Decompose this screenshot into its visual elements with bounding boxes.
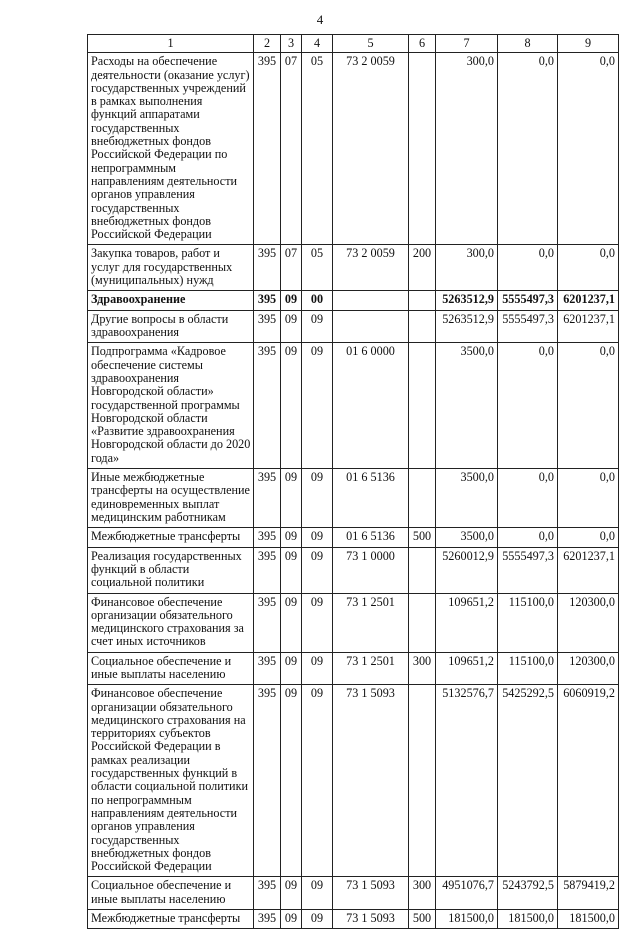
row-amount-cell: 3500,0: [436, 528, 498, 547]
row-amount-cell: 0,0: [498, 245, 558, 291]
row-expense-type-cell: 300: [409, 877, 436, 910]
header-cell: 8: [498, 35, 558, 53]
row-section-cell: 07: [281, 53, 302, 245]
budget-table: [87, 34, 619, 929]
row-subsection-cell: 09: [302, 910, 333, 929]
row-target-cell: 73 1 0000: [333, 547, 409, 593]
row-amount-cell: 0,0: [498, 343, 558, 469]
row-code-cell: 395: [254, 53, 281, 245]
row-section-cell: 09: [281, 469, 302, 528]
row-subsection-cell: 09: [302, 310, 333, 343]
row-amount-cell: 120300,0: [558, 652, 619, 685]
row-section-cell: 09: [281, 310, 302, 343]
row-amount-cell: 6060919,2: [558, 685, 619, 877]
row-subsection-cell: 00: [302, 291, 333, 310]
row-target-cell: 73 2 0059: [333, 245, 409, 291]
row-amount-cell: 5132576,7: [436, 685, 498, 877]
table-row: [88, 469, 619, 528]
row-amount-cell: 5425292,5: [498, 685, 558, 877]
table-row: [88, 547, 619, 593]
row-amount-cell: 0,0: [498, 53, 558, 245]
row-subsection-cell: 09: [302, 528, 333, 547]
table-row: [88, 652, 619, 685]
header-cell: 9: [558, 35, 619, 53]
row-name-cell: Здравоохранение: [88, 291, 254, 310]
row-amount-cell: 5260012,9: [436, 547, 498, 593]
row-name-cell: Подпрограмма «Кадровое обеспечение системы здравоохранения Новгородской области» государственной программы Новгородской области «Развитие здравоохранения Новгородской области до 2020 года»: [88, 343, 254, 469]
row-expense-type-cell: [409, 547, 436, 593]
row-amount-cell: 181500,0: [498, 910, 558, 929]
row-expense-type-cell: 300: [409, 652, 436, 685]
row-target-cell: 73 1 5093: [333, 910, 409, 929]
row-amount-cell: 109651,2: [436, 652, 498, 685]
row-name-cell: Межбюджетные трансферты: [88, 910, 254, 929]
row-amount-cell: 300,0: [436, 245, 498, 291]
row-amount-cell: 181500,0: [436, 910, 498, 929]
row-section-cell: 09: [281, 291, 302, 310]
row-amount-cell: 5555497,3: [498, 310, 558, 343]
row-section-cell: 09: [281, 593, 302, 652]
row-subsection-cell: 05: [302, 245, 333, 291]
row-expense-type-cell: [409, 469, 436, 528]
row-code-cell: 395: [254, 310, 281, 343]
row-expense-type-cell: [409, 291, 436, 310]
row-code-cell: 395: [254, 245, 281, 291]
row-amount-cell: 109651,2: [436, 593, 498, 652]
row-code-cell: 395: [254, 685, 281, 877]
table-row: [88, 685, 619, 877]
row-code-cell: 395: [254, 652, 281, 685]
row-target-cell: [333, 310, 409, 343]
row-target-cell: 01 6 5136: [333, 469, 409, 528]
row-amount-cell: 4951076,7: [436, 877, 498, 910]
row-code-cell: 395: [254, 528, 281, 547]
row-target-cell: [333, 291, 409, 310]
row-amount-cell: 5263512,9: [436, 310, 498, 343]
row-amount-cell: 5879419,2: [558, 877, 619, 910]
row-subsection-cell: 09: [302, 547, 333, 593]
row-target-cell: 01 6 0000: [333, 343, 409, 469]
row-code-cell: 395: [254, 910, 281, 929]
row-section-cell: 09: [281, 528, 302, 547]
row-expense-type-cell: 200: [409, 245, 436, 291]
row-section-cell: 09: [281, 910, 302, 929]
row-amount-cell: 5555497,3: [498, 547, 558, 593]
header-cell: 3: [281, 35, 302, 53]
table-row: [88, 910, 619, 929]
row-amount-cell: 5263512,9: [436, 291, 498, 310]
row-section-cell: 09: [281, 547, 302, 593]
row-section-cell: 09: [281, 343, 302, 469]
header-cell: 5: [333, 35, 409, 53]
row-amount-cell: 0,0: [558, 245, 619, 291]
table-row: [88, 245, 619, 291]
header-cell: 6: [409, 35, 436, 53]
row-name-cell: Закупка товаров, работ и услуг для государственных (муниципальных) нужд: [88, 245, 254, 291]
row-subsection-cell: 09: [302, 593, 333, 652]
row-target-cell: 01 6 5136: [333, 528, 409, 547]
row-subsection-cell: 05: [302, 53, 333, 245]
header-cell: 2: [254, 35, 281, 53]
row-amount-cell: 0,0: [558, 528, 619, 547]
table-row: [88, 291, 619, 310]
row-amount-cell: 300,0: [436, 53, 498, 245]
row-expense-type-cell: [409, 685, 436, 877]
row-amount-cell: 181500,0: [558, 910, 619, 929]
table-row: [88, 528, 619, 547]
header-cell: 4: [302, 35, 333, 53]
row-target-cell: 73 1 5093: [333, 685, 409, 877]
row-target-cell: 73 1 2501: [333, 652, 409, 685]
row-subsection-cell: 09: [302, 685, 333, 877]
table-row: [88, 593, 619, 652]
row-section-cell: 07: [281, 245, 302, 291]
row-amount-cell: 0,0: [558, 343, 619, 469]
row-expense-type-cell: [409, 343, 436, 469]
row-code-cell: 395: [254, 877, 281, 910]
row-name-cell: Реализация государственных функций в области социальной политики: [88, 547, 254, 593]
table-row: [88, 53, 619, 245]
row-amount-cell: 6201237,1: [558, 291, 619, 310]
row-expense-type-cell: [409, 593, 436, 652]
row-name-cell: Социальное обеспечение и иные выплаты населению: [88, 652, 254, 685]
row-amount-cell: 0,0: [498, 528, 558, 547]
row-code-cell: 395: [254, 547, 281, 593]
row-section-cell: 09: [281, 685, 302, 877]
row-expense-type-cell: [409, 53, 436, 245]
table-body: [88, 35, 619, 929]
row-code-cell: 395: [254, 291, 281, 310]
row-target-cell: 73 1 2501: [333, 593, 409, 652]
header-cell: 7: [436, 35, 498, 53]
row-subsection-cell: 09: [302, 652, 333, 685]
header-cell: 1: [88, 35, 254, 53]
row-amount-cell: 0,0: [558, 53, 619, 245]
row-amount-cell: 5555497,3: [498, 291, 558, 310]
row-amount-cell: 0,0: [558, 469, 619, 528]
table-row: [88, 343, 619, 469]
row-expense-type-cell: 500: [409, 910, 436, 929]
row-name-cell: Финансовое обеспечение организации обязательного медицинского страхования за счет иных источников: [88, 593, 254, 652]
row-expense-type-cell: [409, 310, 436, 343]
row-name-cell: Межбюджетные трансферты: [88, 528, 254, 547]
row-amount-cell: 6201237,1: [558, 547, 619, 593]
row-amount-cell: 115100,0: [498, 652, 558, 685]
table-header-row: [88, 35, 619, 53]
row-target-cell: 73 2 0059: [333, 53, 409, 245]
row-amount-cell: 120300,0: [558, 593, 619, 652]
row-expense-type-cell: 500: [409, 528, 436, 547]
row-name-cell: Финансовое обеспечение организации обязательного медицинского страхования на территориях субъектов Российской Федерации в рамках реализации государственных функций в области социальной политики по непрограммным направлениям деятельности органов управления государственных внебюджетных фондов Российской Федерации: [88, 685, 254, 877]
row-amount-cell: 3500,0: [436, 343, 498, 469]
row-subsection-cell: 09: [302, 469, 333, 528]
row-name-cell: Расходы на обеспечение деятельности (оказание услуг) государственных учреждений в рамках выполнения функций аппаратами государственных внебюджетных фондов Российской Федерации по непрограммным направлениям деятельности органов управления государственных внебюджетных фондов Российской Федерации: [88, 53, 254, 245]
row-subsection-cell: 09: [302, 877, 333, 910]
row-section-cell: 09: [281, 877, 302, 910]
row-name-cell: Другие вопросы в области здравоохранения: [88, 310, 254, 343]
row-amount-cell: 3500,0: [436, 469, 498, 528]
row-name-cell: Иные межбюджетные трансферты на осуществление единовременных выплат медицинским работникам: [88, 469, 254, 528]
row-subsection-cell: 09: [302, 343, 333, 469]
row-amount-cell: 0,0: [498, 469, 558, 528]
row-name-cell: Социальное обеспечение и иные выплаты населению: [88, 877, 254, 910]
row-code-cell: 395: [254, 469, 281, 528]
row-amount-cell: 115100,0: [498, 593, 558, 652]
row-code-cell: 395: [254, 343, 281, 469]
page-number: 4: [316, 12, 324, 27]
row-section-cell: 09: [281, 652, 302, 685]
row-target-cell: 73 1 5093: [333, 877, 409, 910]
row-amount-cell: 5243792,5: [498, 877, 558, 910]
row-code-cell: 395: [254, 593, 281, 652]
table-row: [88, 310, 619, 343]
row-amount-cell: 6201237,1: [558, 310, 619, 343]
